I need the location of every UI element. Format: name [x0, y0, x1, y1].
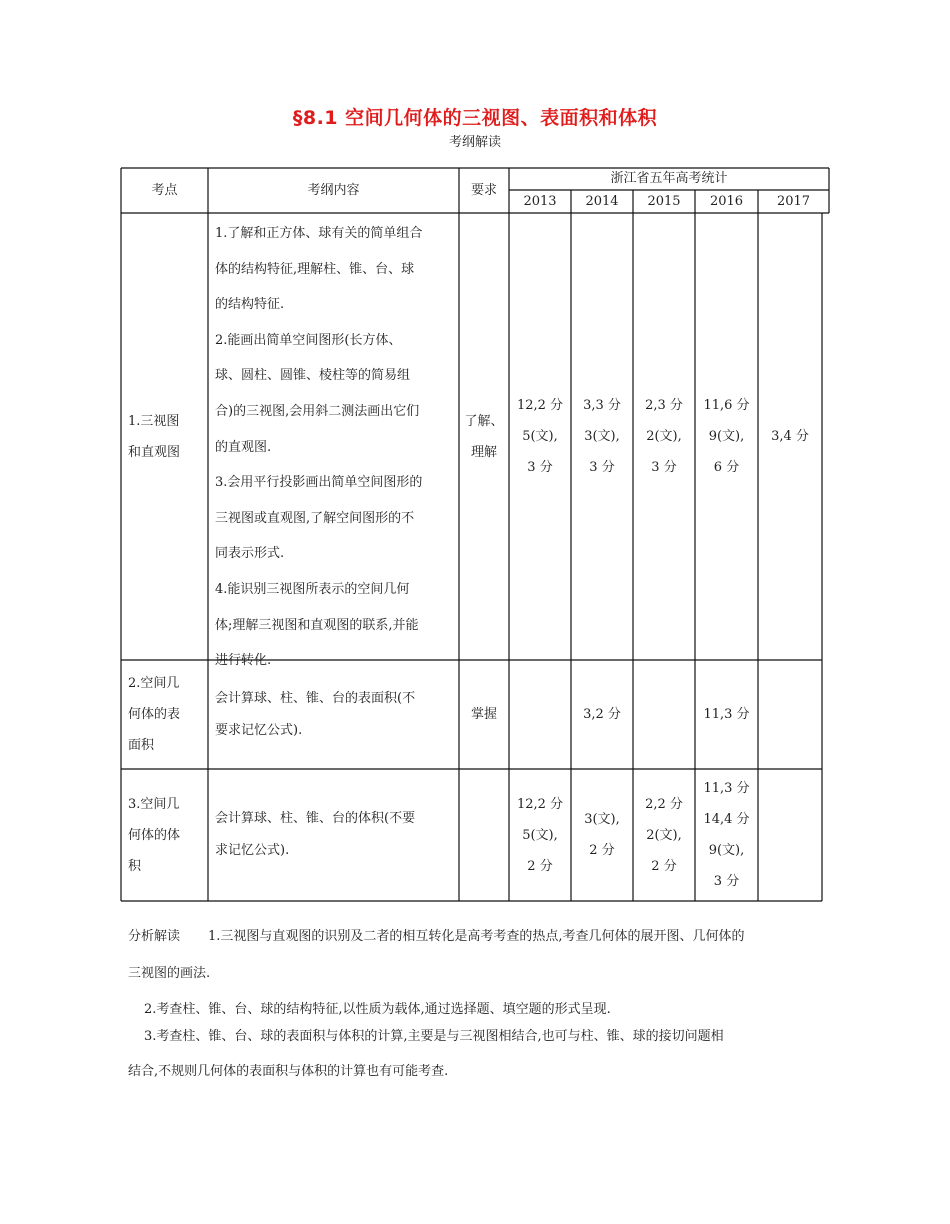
- header-content: 考纲内容: [307, 183, 360, 198]
- header-year: 2014: [585, 194, 619, 209]
- analysis-line-2: 三视图的画法.: [128, 966, 211, 981]
- header-stats: 浙江省五年高考统计: [610, 171, 728, 186]
- row3-2013: 12,2 分 5(文), 2 分: [516, 796, 564, 874]
- row2-requirement: 掌握: [470, 707, 497, 722]
- header-year: 2017: [776, 194, 811, 209]
- analysis-label: 分析解读: [128, 929, 181, 944]
- row1-2014: 3,3 分 3(文), 3 分: [583, 398, 621, 475]
- header-requirement: 要求: [470, 183, 497, 198]
- row1-kaodian: 1.三视图 和直观图: [128, 413, 181, 460]
- row3-content: 会计算球、柱、锥、台的体积(不要 求记忆公式).: [215, 811, 416, 858]
- analysis-p3: 3.考查柱、锥、台、球的表面积与体积的计算,主要是与三视图相结合,也可与柱、锥、球的接切问题相: [144, 1029, 724, 1044]
- header-year: 2016: [709, 194, 744, 209]
- page-subtitle: 考纲解读: [448, 135, 501, 150]
- row3-kaodian: 3.空间几 何体的体 积: [128, 796, 181, 874]
- row1-2013: 12,2 分 5(文), 3 分: [516, 398, 564, 475]
- header-year: 2013: [523, 194, 557, 209]
- row3-2016: 11,3 分 14,4 分 9(文), 3 分: [703, 781, 750, 889]
- row3-2015: 2,2 分 2(文), 2 分: [645, 796, 683, 874]
- page-title: §8.1 空间几何体的三视图、表面积和体积: [292, 107, 658, 129]
- header-year: 2015: [647, 194, 681, 209]
- header-kaodian: 考点: [151, 183, 178, 198]
- row1-content: 1.了解和正方体、球有关的简单组合 体的结构特征,理解柱、锥、台、球 的结构特征. 2.能画出简单空间图形(长方体、 球、圆柱、圆锥、棱柱等的简易组 合)的三视图,会用斜二测法画出它们 的直观图. 3.会用平行投影画出简单空间图形的 三视图或直观图,了解空间图形的不 同表示形式. 4.能识别三视图所表示的空间几何 体;理解三视图和直观图的联系,并能 进行转化.: [215, 226, 423, 669]
- row2-kaodian: 2.空间几 何体的表 面积: [128, 676, 181, 753]
- analysis-p1: 1.三视图与直观图的识别及二者的相互转化是高考考查的热点,考查几何体的展开图、几何体的: [208, 929, 745, 944]
- row3-2014: 3(文), 2 分: [584, 812, 620, 858]
- analysis-line-1: [128, 925, 828, 944]
- row2-content: 会计算球、柱、锥、台的表面积(不 要求记忆公式).: [215, 690, 416, 738]
- row2-2014: 3,2 分: [583, 707, 621, 722]
- row2-2016: 11,3 分: [703, 707, 750, 722]
- row1-requirement: 了解、 理解: [464, 413, 504, 460]
- analysis-p3-cont: 结合,不规则几何体的表面积与体积的计算也有可能考查.: [128, 1064, 449, 1079]
- row1-2017: 3,4 分: [771, 429, 809, 444]
- row1-2016: 11,6 分 9(文), 6 分: [703, 398, 750, 475]
- row1-2015: 2,3 分 2(文), 3 分: [645, 398, 683, 475]
- analysis-p2: 2.考查柱、锥、台、球的结构特征,以性质为载体,通过选择题、填空题的形式呈现.: [144, 1002, 611, 1017]
